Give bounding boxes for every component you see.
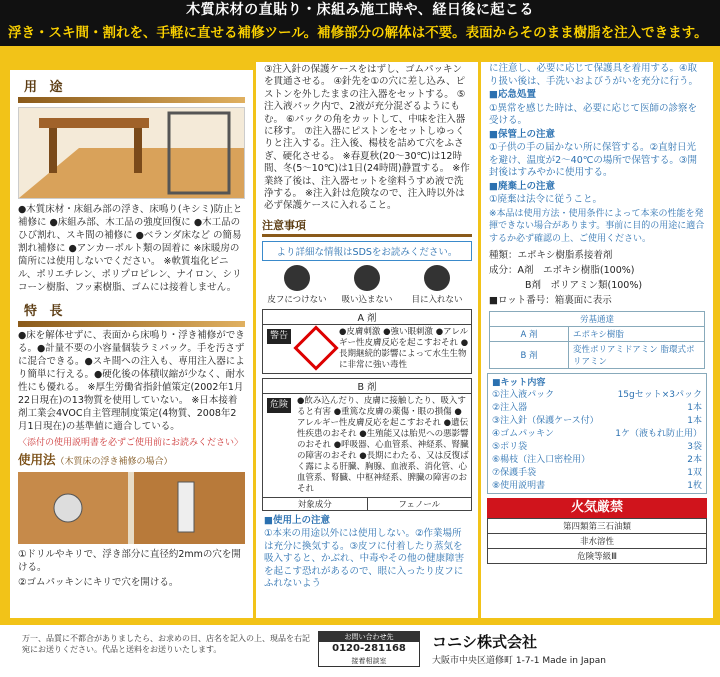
column-info xyxy=(481,62,713,618)
storage-text: ①子供の手の届かない所に保管する。②直射日光を避け、温度が2〜40℃の場所で保管する。③開封後はすみやかに使用する。 xyxy=(489,142,697,178)
use-caution-text: ①本来の用途以外には使用しない。②作業場所は充分に換気する。③皮フに付着したり蒸気を吸入すると、かぶれ、中毒やその他の健康障害を起こす恐れがあるので、眼に入ったり皮フにふれないよう xyxy=(264,528,465,590)
agent-b-text: ●飲み込んだり、皮膚に接触したり、吸入すると有害 ●重篤な皮膚の薬傷・眼の損傷 ●アレルギー性皮膚反応を起こすおそれ ●遺伝性疾患のおそれ ●生殖能又は胎児への悪影響のおそれ ●呼吸器、心血管系、神経系、腎臓の障害のおそれ ●長期にわたる、又は反復ばく露による肝臓、胸腺、血液系、消化管、心血管系、腎臓、中枢神経系、脾臓の障害のおそれ xyxy=(297,395,469,494)
kit-item: ⑦保護手袋 1双 xyxy=(492,468,702,478)
step-1: ①ドリルやキリで、浮き部分に直径約2mmの穴を開ける。 xyxy=(18,549,241,573)
company-logo: コニシ株式会社 xyxy=(432,633,538,651)
agent-b-box: B 剤 危険 ●飲み込んだり、皮膚に接触したり、吸入すると有害 ●重篤な皮膚の薬傷・眼の損傷 ●アレルギー性皮膚反応を起こすおそれ ●遺伝性疾患のおそれ ●生殖能又は胎児への悪影響のおそれ ●呼吸器、心血管系、神経系、腎臓の障害のおそれ ●長期にわたる、又は反復ばく露による肝臓、胸腺、血液系、消化管、心血管系、腎臓、中枢神経系、脾臓の障害のおそれ 対象成分 フェノール xyxy=(262,378,472,511)
ppe-icons xyxy=(262,265,472,305)
goggles-icon: 目に入れない xyxy=(407,265,467,305)
caution-cont: に注意し、必要に応じて保護具を着用する。④取り扱い後は、手洗いおよびうがいを充分に行う。 xyxy=(489,63,699,87)
agent-a-text: ●皮膚刺激 ●強い眼刺激 ●アレルギー性皮膚反応を起こすおそれ ●長期継続的影響によって水生生物に非常に強い毒性 xyxy=(339,326,469,370)
company-address: 大阪市中央区道修町 1-7-1 Made in Japan xyxy=(432,656,606,666)
feature-title: 特 長 xyxy=(24,304,67,319)
composition-a: 成分：A剤 エポキシ樹脂(100%) xyxy=(489,265,635,276)
usage-title: 用 途 xyxy=(24,80,67,95)
column-caution xyxy=(256,62,478,618)
section-bar xyxy=(18,97,245,103)
manual-note: 〈添付の使用説明書を必ずご使用前にお読みください〉 xyxy=(18,438,244,448)
mask-icon: 吸い込まない xyxy=(337,265,397,305)
header-line-1: 木質床材の直貼り・床組み施工時や、経日後に起こる xyxy=(0,0,720,20)
footer xyxy=(0,625,720,677)
product-kind: 種類：エポキシ樹脂系接着剤 xyxy=(489,250,613,261)
performance-notice: ※本品は使用方法・使用条件によって本来の性能を発揮できない場合があります。事前に目的の用途に適合するか必ず確認の上、ご使用ください。 xyxy=(489,208,705,244)
sds-notice: より詳細な情報はSDSをお読みください。 xyxy=(262,241,472,261)
usage-text: ●木質床材・床組み部の浮き、床鳴り(キシミ)防止と補修に ●床組み部、木工品の強度回復に ●木工品のひび割れ、スキ間の補修に ●ベランダ床など の簡易割れ補修に ●アンカーボルト類の固着に ※床暖房の箇所には使用しないでください。 ※軟質塩化ビニル、ポリエチレン、ポリプロピレン、ナイロン、シリコーン樹脂、フッ素樹脂、ゴムには接着しません。 xyxy=(18,204,243,293)
fire-warning: 火気厳禁 xyxy=(487,498,707,518)
first-aid-text: ①異常を感じた時は、必要に応じて医師の診察を受ける。 xyxy=(489,102,698,126)
disposal-text: ①廃棄は法令に従うこと。 xyxy=(489,194,603,205)
disposal-title: ■廃棄上の注意 xyxy=(489,180,555,192)
lot-number: ■ロット番号：箱裏面に表示 xyxy=(489,295,612,306)
fire-class-table: 第四類第三石油類 非水溶性 危険等級Ⅲ xyxy=(487,518,707,564)
storage-title: ■保管上の注意 xyxy=(489,128,555,140)
steps-text: ③注入針の保護ケースをはずし、ゴムパッキンを貫通させる。 ④針先を①の穴に差し込み、ピストンを外したままの注入器をセットする。 ⑤注入液パック内で、2液が充分混ざるようにもむ。 ⑥パックの角をカットして、中味を注入器に移す。 ⑦注入器にピストンをセットしゆっくりと注入する。注入後、楊枝を詰めて穴をふさぎ、硬化させる。 ※春夏秋(20〜30℃)は12時間、冬(5〜10℃)は1日(24時間)静置する。 ※作業終了後は、注入器セットを塗料うすめ液で洗浄する。 ※注入針は危険なので、注入時以外は必ず保護ケースに入れること。 xyxy=(264,64,470,212)
floor-illustration xyxy=(18,107,245,199)
ingredient-row: 対象成分 フェノール xyxy=(263,497,471,510)
first-aid-title: ■応急処置 xyxy=(489,89,536,100)
kit-item: ②注入器 1本 xyxy=(492,403,702,413)
footer-notice: 万一、品質に不都合がありましたら、お求めの日、店名を記入の上、現品を右記宛にお送りください。代品と送料をお送りいたします。 xyxy=(22,634,310,654)
phone-number: 0120-281168 xyxy=(332,643,406,654)
feature-text: ●床を解体せずに、表面から床鳴り・浮き補修ができる。●計量不要の小容量個装ラミパック。手を汚さずに混合できる。●スキ間への注入も、専用注入器により簡単に行える。●硬化後の体積収縮が少なく、耐水性にも優れる。 ※厚生労働省指針値策定(2002年1月22日現在)の13物質を使用していない。 ※日本接着剤工業会4VOC自主管理制度策定(4物質、2008年2月1日現在)の基準値に適合している。 xyxy=(18,330,245,432)
ghs-exclamation-icon xyxy=(293,325,338,370)
kit-item: ④ゴムパッキン 1ケ（液もれ防止用） xyxy=(492,429,702,439)
column-usage xyxy=(10,70,253,618)
use-caution-title: ■使用上の注意 xyxy=(264,514,330,526)
law-table: 労基通達 A 剤 エポキシ樹脂 B 剤 変性ポリアミドアミン 脂環式ポリアミン xyxy=(489,311,705,369)
kit-item: ⑤ポリ袋 3袋 xyxy=(492,442,702,452)
composition-b: B剤 ポリアミン類(100%) xyxy=(525,280,643,291)
step-photos xyxy=(18,472,245,544)
section-bar xyxy=(18,321,245,327)
kit-contents: ■キット内容 ①注入液パック 15gセット×3パック ②注入器 1本 ③注入針（保護ケース付） 1本 ④ゴムパッキン 1ケ（液もれ防止用） ⑤ポリ袋 3袋 ⑥楊枝（注入口密栓用） 2本 ⑦保護手袋 1双 ⑧使用説明書 1枚 xyxy=(487,373,707,494)
header-line-2: 浮き・スキ間・割れを、手軽に直せる補修ツール。補修部分の解体は不要。表面からそのまま樹脂を注入できます。 xyxy=(0,20,720,46)
kit-item: ①注入液パック 15gセット×3パック xyxy=(492,390,702,400)
kit-item: ⑧使用説明書 1枚 xyxy=(492,481,702,491)
agent-a-box: A 剤 警告 ●皮膚刺激 ●強い眼刺激 ●アレルギー性皮膚反応を起こすおそれ ●長期継続的影響によって水生生物に非常に強い毒性 xyxy=(262,309,472,374)
kit-item: ③注入針（保護ケース付） 1本 xyxy=(492,416,702,426)
caution-title: 注意事項 xyxy=(262,217,472,237)
step-2: ②ゴムパッキンにキリで穴を開ける。 xyxy=(18,577,179,588)
contact-box: お問い合わせ先 0120-281168 接着相談室 xyxy=(318,631,420,667)
warning-label: 警告 xyxy=(267,329,291,344)
usage-method-title: 使用法（木質床の浮き補修の場合） xyxy=(18,452,173,467)
glove-icon: 皮フにつけない xyxy=(267,265,327,305)
danger-label: 危険 xyxy=(267,398,291,413)
kit-item: ⑥楊枝（注入口密栓用） 2本 xyxy=(492,455,702,465)
